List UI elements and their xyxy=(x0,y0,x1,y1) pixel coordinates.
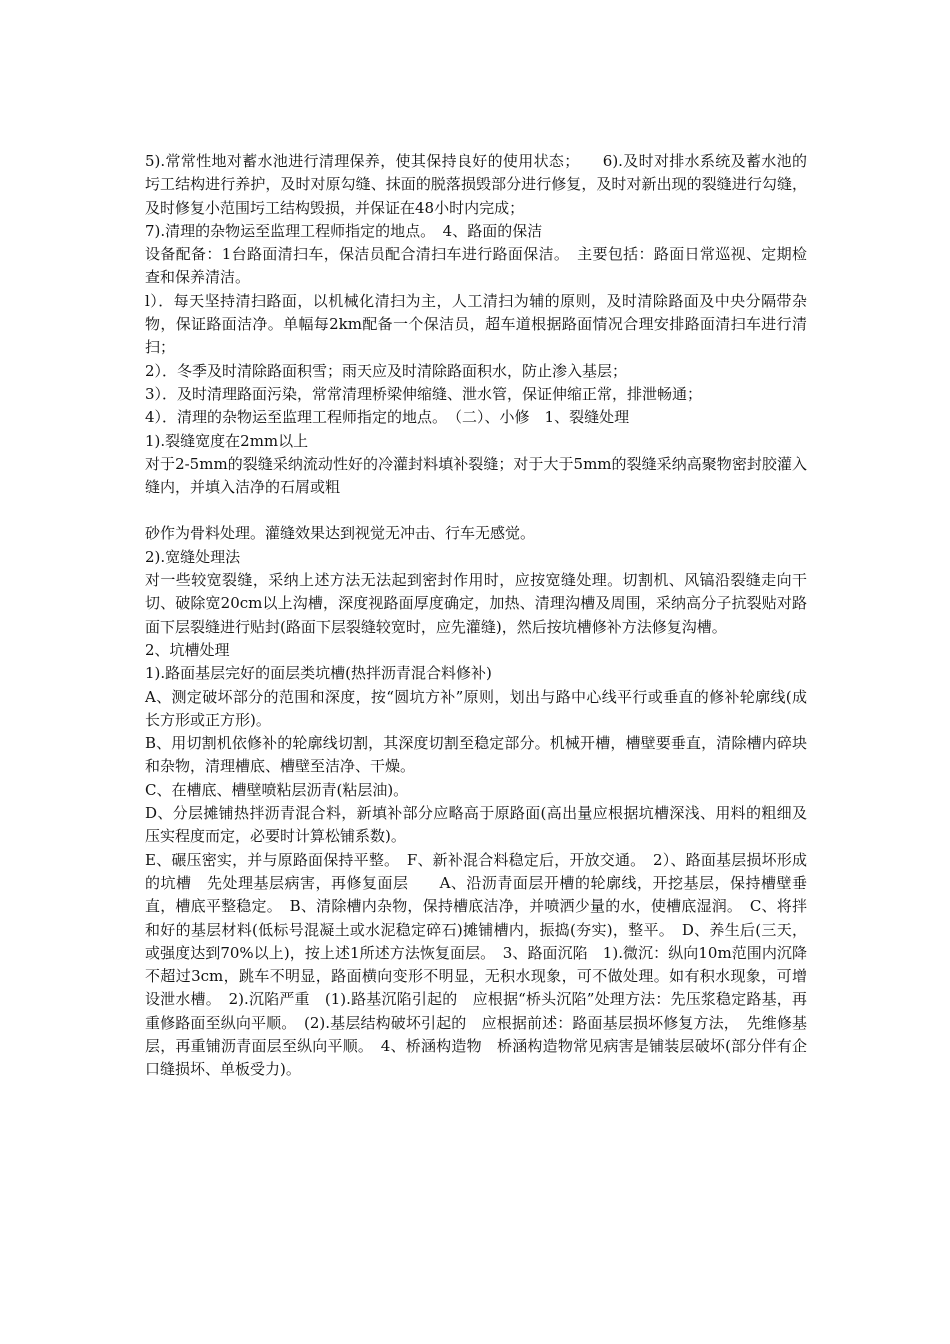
paragraph-17: C、在槽底、槽壁喷粘层沥青(粘层油)。 xyxy=(145,780,409,799)
paragraph-6: 3）．及时清理路面污染，常常清理桥梁伸缩缝、泄水管，保证伸缩正常，排泄畅通； xyxy=(145,384,703,403)
paragraph-1: 5).常常性地对蓄水池进行清理保养，使其保持良好的使用状态； 6).及时对排水系统及蓄水池的圬工结构进行养护，及时对原勾缝、抹面的脱落损毁部分进行修复，及时对新出现的裂缝进行勾缝，及时修复小范围圬工结构毁损，并保证在48小时内完成； xyxy=(145,152,807,217)
paragraph-3: 设备配备：1台路面清扫车，保洁员配合清扫车进行路面保洁。 主要包括：路面日常巡视、定期检查和保养清洁。 xyxy=(145,245,807,287)
paragraph-11: 2).宽缝处理法 xyxy=(145,547,241,566)
paragraph-13: 2、坑槽处理 xyxy=(145,640,230,659)
paragraph-4: l）．每天坚持清扫路面，以机械化清扫为主，人工清扫为辅的原则，及时清除路面及中央分隔带杂物，保证路面洁净。单幅每2km配备一个保洁员，超车道根据路面情况合理安排路面清扫车进行清扫； xyxy=(145,291,807,357)
paragraph-gap xyxy=(145,499,807,522)
paragraph-2: 7).清理的杂物运至监理工程师指定的地点。 4、路面的保洁 xyxy=(145,221,543,240)
paragraph-16: B、用切割机依修补的轮廓线切割，其深度切割至稳定部分。机械开槽，槽壁要垂直，清除槽内碎块和杂物，清理槽底、槽壁至洁净、干燥。 xyxy=(145,734,807,776)
paragraph-10: 砂作为骨料处理。灌缝效果达到视觉无冲击、行车无感觉。 xyxy=(145,524,536,543)
paragraph-15: A、测定破坏部分的范围和深度，按“圆坑方补”原则，划出与路中心线平行或垂直的修补轮廓线(成长方形或正方形)。 xyxy=(145,687,807,729)
paragraph-5: 2）．冬季及时清除路面积雪；雨天应及时清除路面积水，防止渗入基层； xyxy=(145,361,628,380)
paragraph-12: 对一些较宽裂缝，采纳上述方法无法起到密封作用时，应按宽缝处理。切割机、风镐沿裂缝走向干切、破除宽20cm以上沟槽，深度视路面厚度确定，加热、清理沟槽及周围，采纳高分子抗裂贴对路面下层裂缝进行贴封(路面下层裂缝较宽时，应先灌缝)，然后按坑槽修补方法修复沟槽。 xyxy=(145,571,807,636)
paragraph-18: D、分层摊铺热拌沥青混合料，新填补部分应略高于原路面(高出量应根据坑槽深浅、用料的粗细及压实程度而定，必要时计算松铺系数)。 xyxy=(145,804,807,846)
paragraph-7: 4）．清理的杂物运至监理工程师指定的地点。 （二）、小修 1、裂缝处理 xyxy=(145,408,630,427)
paragraph-19: E、碾压密实，并与原路面保持平整。 F、新补混合料稳定后，开放交通。 2）、路面基层损坏形成的坑槽 先处理基层病害，再修复面层 A、沿沥青面层开槽的轮廓线，开挖基层，保持槽壁垂直，槽底平整稳定。 B、清除槽内杂物，保持槽底洁净，并喷洒少量的水，使槽底湿润。 C、将拌和好的基层材料(低标号混凝土或水泥稳定碎石)摊铺槽内，振捣(夯实)，整平。 D、养生后(三天，或强度达到70%以上)，按上述1所述方法恢复面层。 3、路面沉陷 1).微沉：纵向10m范围内沉降不超过3cm，跳车不明显，路面横向变形不明显，无积水现象，可不做处理。如有积水现象，可增设泄水槽。 2).沉陷严重 (1).路基沉陷引起的 应根据“桥头沉陷”处理方法：先压浆稳定路基，再重修路面至纵向平顺。 (2).基层结构破坏引起的 应根据前述：路面基层损坏修复方法， 先维修基层，再重铺沥青面层至纵向平顺。 4、桥涵构造物 桥涵构造物常见病害是铺装层破坏(部分伴有企口缝损坏、单板受力)。 xyxy=(145,850,807,1079)
document-body xyxy=(145,150,807,1082)
paragraph-14: 1).路面基层完好的面层类坑槽(热拌沥青混合料修补) xyxy=(145,664,492,683)
paragraph-9: 对于2-5mm的裂缝采纳流动性好的冷灌封料填补裂缝；对于大于5mm的裂缝采纳高聚物密封胶灌入缝内，并填入洁净的石屑或粗 xyxy=(145,454,807,497)
paragraph-8: 1).裂缝宽度在2mm以上 xyxy=(145,431,309,450)
